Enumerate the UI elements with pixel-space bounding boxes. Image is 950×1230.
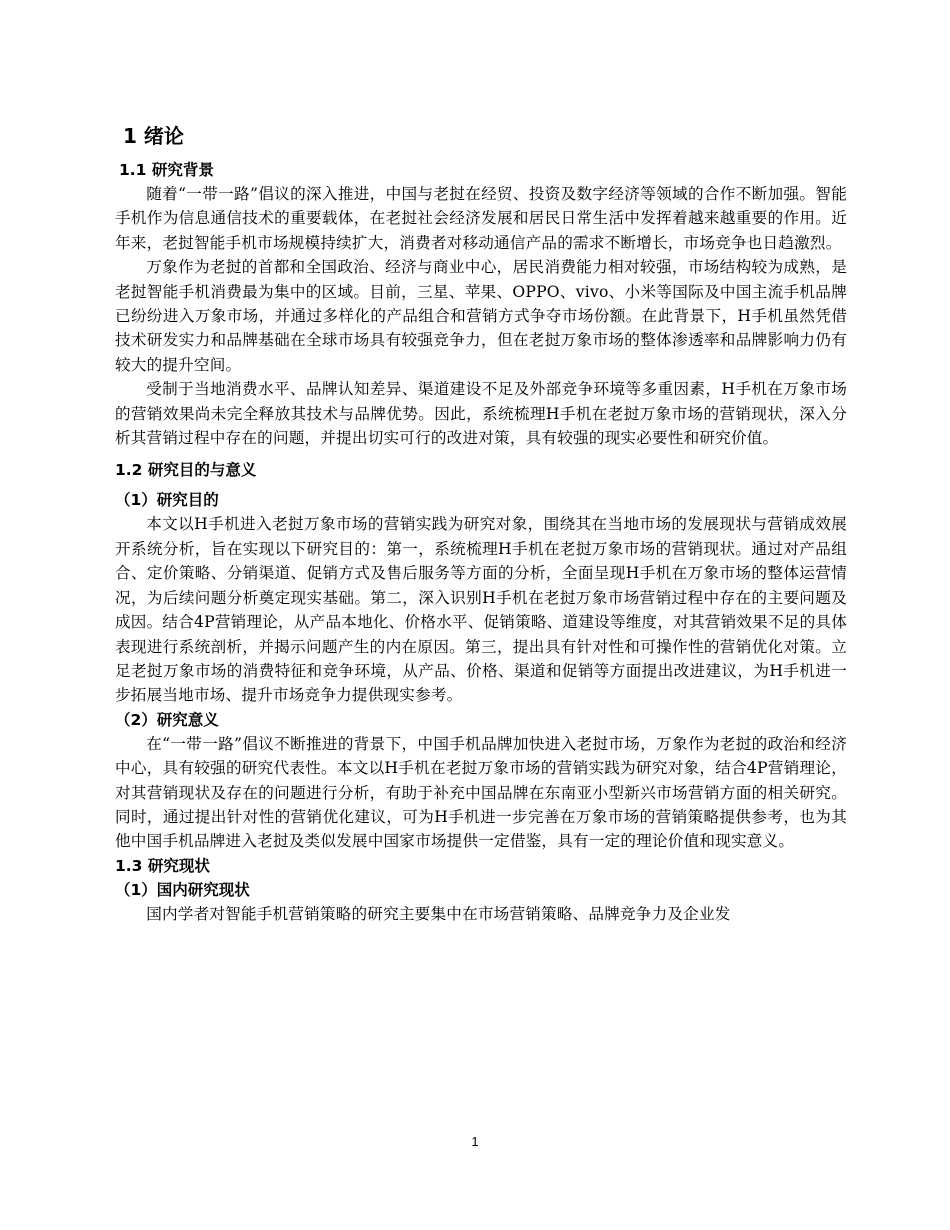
section-heading-1-1: 1.1 研究背景 <box>119 161 214 179</box>
page-body <box>115 120 847 926</box>
chapter-title: 1 绪论 <box>123 124 184 148</box>
section-heading-1-3: 1.3 研究现状 <box>115 856 210 875</box>
subsection-heading-significance: （2）研究意义 <box>115 710 219 729</box>
paragraph: 国内学者对智能手机营销策略的研究主要集中在市场营销策略、品牌竞争力及企业发 <box>146 904 731 923</box>
paragraph: 本文以H手机进入老挝万象市场的营销实践为研究对象，围绕其在当地市场的发展现状与营销成效展开系统分析，旨在实现以下研究目的：第一，系统梳理H手机在老挝万象市场的营销现状。通过对产品组合、定价策略、分销渠道、促销方式及售后服务等方面的分析，全面呈现H手机在万象市场的整体运营情况，为后续问题分析奠定现实基础。第二，深入识别H手机在老挝万象市场营销过程中存在的主要问题及成因。结合4P营销理论，从产品本地化、价格水平、促销策略、道建设等维度，对其营销效果不足的具体表现进行系统剖析，并揭示问题产生的内在原因。第三，提出具有针对性和可操作性的营销优化对策。立足老挝万象市场的消费特征和竞争环境，从产品、价格、渠道和促销等方面提出改进建议，为H手机进一步拓展当地市场、提升市场竞争力提供现实参考。 <box>115 515 847 705</box>
paragraph: 随着“一带一路”倡议的深入推进，中国与老挝在经贸、投资及数字经济等领域的合作不断加强。智能手机作为信息通信技术的重要载体，在老挝社会经济发展和居民日常生活中发挥着越来越重要的作用。近年来，老挝智能手机市场规模持续扩大，消费者对移动通信产品的需求不断增长，市场竞争也日趋激烈。 <box>115 185 847 252</box>
subsection-heading-purpose: （1）研究目的 <box>115 491 219 510</box>
paragraph: 受制于当地消费水平、品牌认知差异、渠道建设不足及外部竞争环境等多重因素，H手机在万象市场的营销效果尚未完全释放其技术与品牌优势。因此，系统梳理H手机在老挝万象市场的营销现状，深入分析其营销过程中存在的问题，并提出切实可行的改进对策，具有较强的现实必要性和研究价值。 <box>115 380 847 448</box>
paragraph: 在“一带一路”倡议不断推进的背景下，中国手机品牌加快进入老挝市场，万象作为老挝的政治和经济中心，具有较强的研究代表性。本文以H手机在老挝万象市场的营销实践为研究对象，结合4P营销理论，对其营销现状及存在的问题进行分析，有助于补充中国品牌在东南亚小型新兴市场营销方面的相关研究。同时，通过提出针对性的营销优化建议，可为H手机进一步完善在万象市场的营销策略提供参考，也为其他中国手机品牌进入老挝及类似发展中国家市场提供一定借鉴，具有一定的理论价值和现实意义。 <box>115 734 847 851</box>
subsection-heading-domestic: （1）国内研究现状 <box>115 880 250 899</box>
section-heading-1-2: 1.2 研究目的与意义 <box>115 461 257 480</box>
page-number: 1 <box>471 1134 479 1149</box>
paragraph: 万象作为老挝的首都和全国政治、经济与商业中心，居民消费能力相对较强，市场结构较为成熟，是老挝智能手机消费最为集中的区域。目前，三星、苹果、OPPO、vivo、小米等国际及中国主流手机品牌已纷纷进入万象市场，并通过多样化的产品组合和营销方式争夺市场份额。在此背景下，H手机虽然凭借技术研发实力和品牌基础在全球市场具有较强竞争力，但在老挝万象市场的整体渗透率和品牌影响力仍有较大的提升空间。 <box>115 258 847 374</box>
